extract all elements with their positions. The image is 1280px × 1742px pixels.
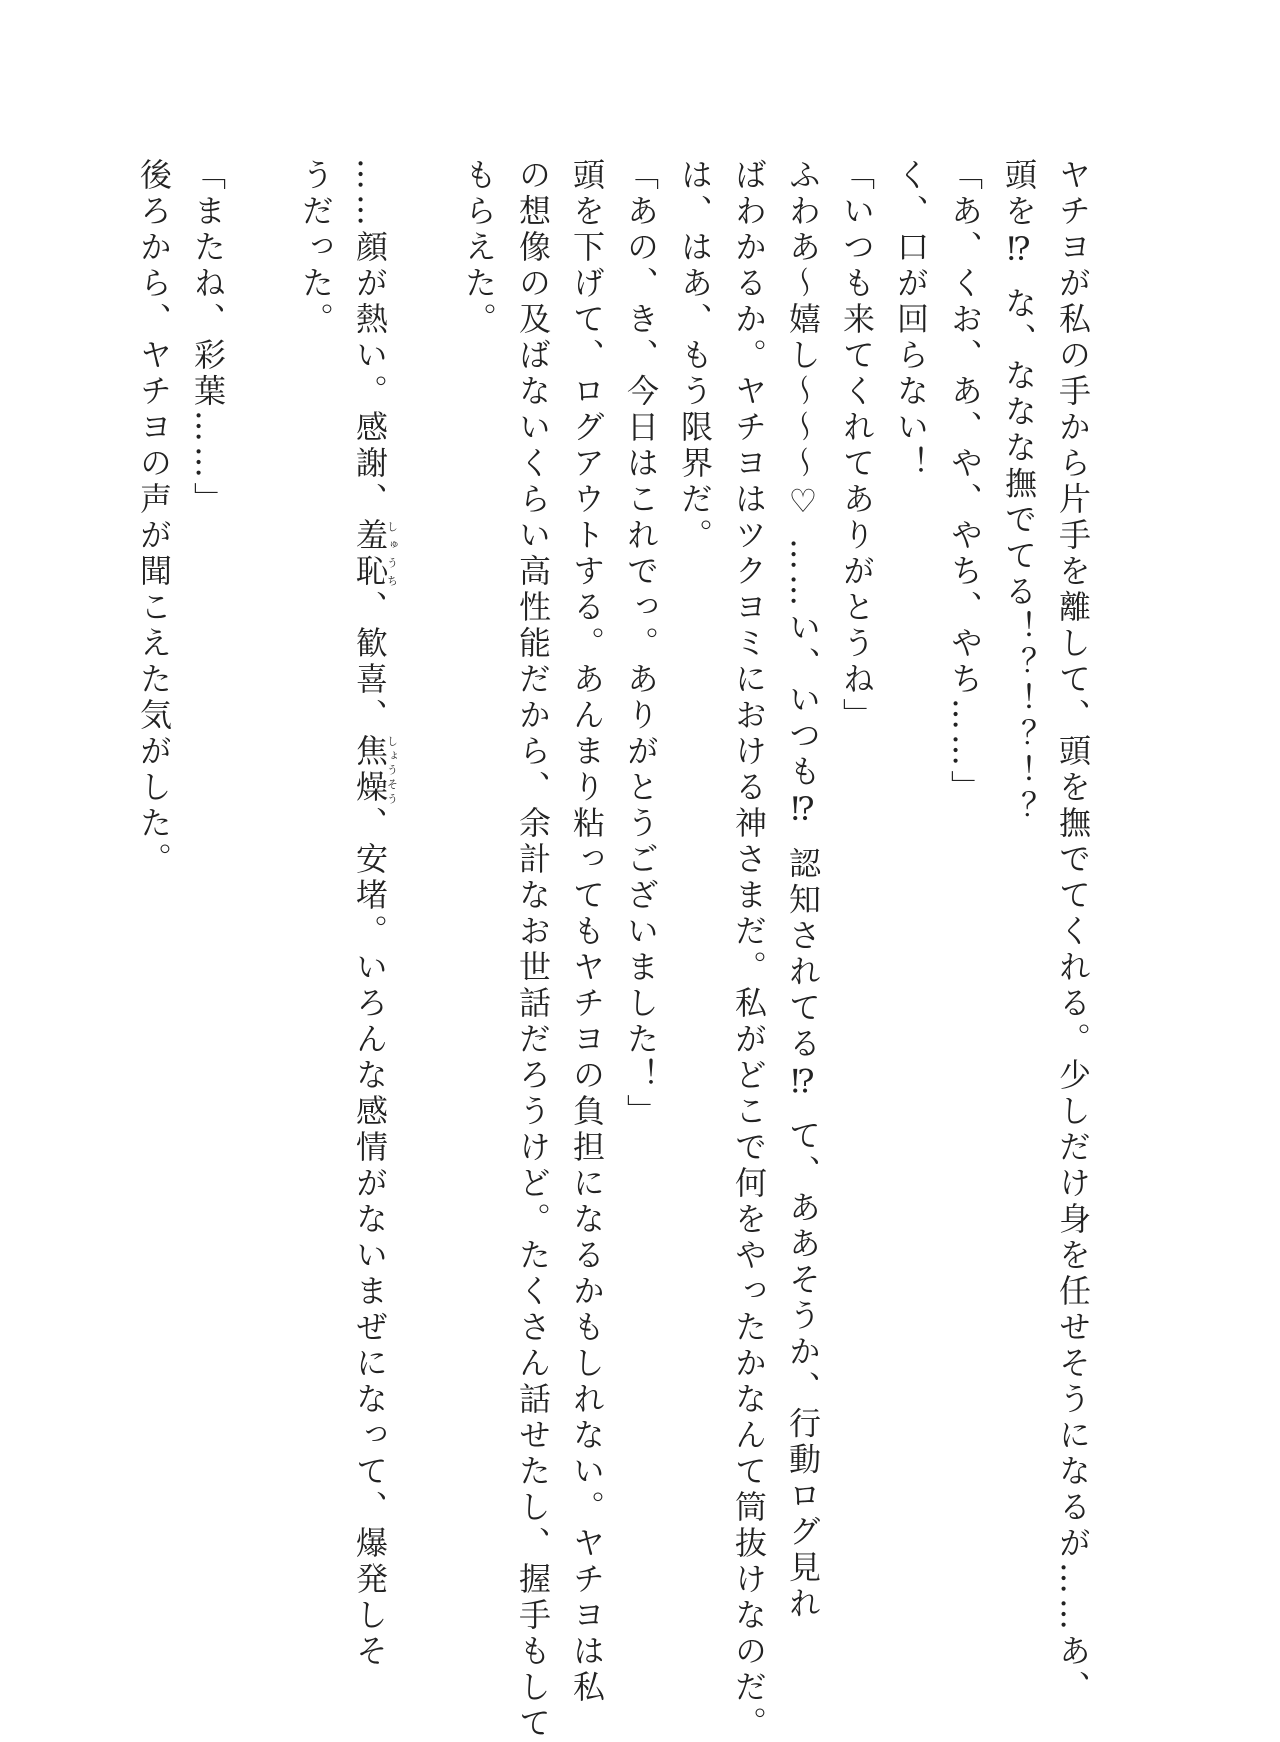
ruby-shuuchi: 羞恥しゅうち	[351, 518, 399, 590]
text-line: の想像の及ばないくらい高性能だから、余計なお世話だろうけど。たくさん話せたし、握手もして	[514, 158, 552, 1742]
text-line: 頭を⁉ な、ななな撫でてる！？！？！？	[1000, 158, 1038, 827]
text-line: 「あの、き、今日はこれでっ。ありがとうございました！」	[622, 158, 660, 1130]
text-line: 頭を下げて、ログアウトする。あんまり粘ってもヤチヨの負担になるかもしれない。ヤチヨは私	[568, 158, 606, 1706]
text-line: もらえた。	[460, 158, 498, 338]
blank-line	[235, 158, 289, 1528]
text-line: 「またね、彩葉……」	[189, 158, 227, 518]
text-line-with-ruby: ……顔が熱い。感謝、羞恥しゅうち、歓喜、焦燥しょうそう、安堵。いろんな感情がないまぜになって、爆発しそ	[351, 158, 399, 1670]
text-line: 「いつも来てくれてありがとうね」	[838, 158, 876, 734]
blank-line	[398, 158, 452, 1528]
text-line: うだった。	[297, 158, 335, 338]
novel-text	[127, 158, 1100, 1742]
text-line: 「あ、くお、あ、や、やち、やち……」	[946, 158, 984, 806]
text-line: ヤチヨが私の手から片手を離して、頭を撫でてくれる。少しだけ身を任せそうになるが……あ、	[1054, 158, 1092, 1706]
ruby-shousou: 焦燥しょうそう	[351, 734, 399, 806]
text-line: は、はあ、もう限界だ。	[676, 158, 714, 554]
text-line: ふわあ〜嬉し〜〜〜♡ ……い、いつも⁉ 認知されてる⁉ て、ああそうか、行動ログ見れ	[784, 158, 822, 1623]
text-line: く、口が回らない！	[892, 158, 930, 482]
text-line: ばわかるか。ヤチヨはツクヨミにおける神さまだ。私がどこで何をやったかなんて筒抜けなのだ。	[730, 158, 768, 1742]
text-line: 後ろから、ヤチヨの声が聞こえた気がした。	[135, 158, 173, 878]
